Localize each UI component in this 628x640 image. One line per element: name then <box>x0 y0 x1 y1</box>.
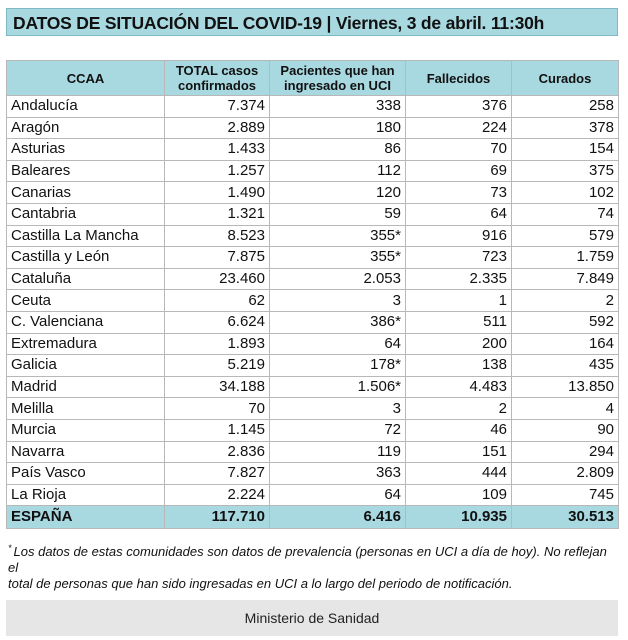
cell-uci: 338 <box>270 96 406 118</box>
cell-fallecidos: 109 <box>406 484 512 506</box>
cell-total: 2.836 <box>165 441 270 463</box>
table-row <box>7 333 619 355</box>
cell-uci: 180 <box>270 117 406 139</box>
cell-total: 1.893 <box>165 333 270 355</box>
cell-curados: 1.759 <box>512 247 619 269</box>
cell-ccaa: Melilla <box>7 398 165 420</box>
cell-curados: 592 <box>512 311 619 333</box>
cell-total: 70 <box>165 398 270 420</box>
cell-total: 1.490 <box>165 182 270 204</box>
cell-fallecidos: 376 <box>406 96 512 118</box>
table-row <box>7 96 619 118</box>
table-row <box>7 182 619 204</box>
table-row <box>7 376 619 398</box>
cell-uci: 363 <box>270 463 406 485</box>
cell-total: 1.321 <box>165 203 270 225</box>
cell-fallecidos: 2.335 <box>406 268 512 290</box>
covid-data-table <box>6 60 619 529</box>
cell-curados: 435 <box>512 355 619 377</box>
cell-total: 6.624 <box>165 311 270 333</box>
table-header-row <box>7 61 619 96</box>
cell-curados: 294 <box>512 441 619 463</box>
cell-ccaa: Extremadura <box>7 333 165 355</box>
cell-curados: 258 <box>512 96 619 118</box>
cell-fallecidos: 151 <box>406 441 512 463</box>
cell-uci: 59 <box>270 203 406 225</box>
table-row <box>7 247 619 269</box>
cell-ccaa: Aragón <box>7 117 165 139</box>
cell-ccaa: Castilla y León <box>7 247 165 269</box>
cell-curados: 4 <box>512 398 619 420</box>
header-fallecidos: Fallecidos <box>406 61 512 96</box>
table-row <box>7 463 619 485</box>
cell-fallecidos: 138 <box>406 355 512 377</box>
cell-ccaa: Madrid <box>7 376 165 398</box>
cell-fallecidos: 73 <box>406 182 512 204</box>
cell-uci: 355* <box>270 247 406 269</box>
cell-ccaa: Cataluña <box>7 268 165 290</box>
table-row <box>7 398 619 420</box>
table-row <box>7 225 619 247</box>
cell-uci: 72 <box>270 419 406 441</box>
header-ccaa: CCAA <box>7 61 165 96</box>
footnote-marker: * <box>8 543 12 553</box>
table-row <box>7 117 619 139</box>
cell-ccaa: Ceuta <box>7 290 165 312</box>
cell-uci: 112 <box>270 160 406 182</box>
footnote-line-1: Los datos de estas comunidades son datos de prevalencia (personas en UCI a día de hoy). No reflejan el <box>8 544 607 575</box>
cell-fallecidos: 46 <box>406 419 512 441</box>
cell-fallecidos: 916 <box>406 225 512 247</box>
cell-total: 2.224 <box>165 484 270 506</box>
cell-ccaa: Galicia <box>7 355 165 377</box>
cell-total: 1.433 <box>165 139 270 161</box>
totals-fallecidos: 10.935 <box>406 506 512 529</box>
cell-ccaa: Canarias <box>7 182 165 204</box>
cell-fallecidos: 4.483 <box>406 376 512 398</box>
cell-total: 1.257 <box>165 160 270 182</box>
cell-ccaa: Baleares <box>7 160 165 182</box>
cell-fallecidos: 64 <box>406 203 512 225</box>
cell-fallecidos: 444 <box>406 463 512 485</box>
cell-fallecidos: 70 <box>406 139 512 161</box>
cell-uci: 64 <box>270 333 406 355</box>
cell-total: 62 <box>165 290 270 312</box>
cell-uci: 386* <box>270 311 406 333</box>
footnote-line-2: total de personas que han sido ingresadas en UCI a lo largo del periodo de notificación. <box>8 576 513 591</box>
cell-curados: 378 <box>512 117 619 139</box>
cell-total: 5.219 <box>165 355 270 377</box>
totals-uci: 6.416 <box>270 506 406 529</box>
cell-ccaa: Andalucía <box>7 96 165 118</box>
table-row <box>7 268 619 290</box>
cell-curados: 13.850 <box>512 376 619 398</box>
cell-curados: 164 <box>512 333 619 355</box>
cell-curados: 154 <box>512 139 619 161</box>
cell-total: 1.145 <box>165 419 270 441</box>
cell-total: 7.374 <box>165 96 270 118</box>
header-curados: Curados <box>512 61 619 96</box>
source-footer: Ministerio de Sanidad <box>6 600 618 636</box>
cell-uci: 120 <box>270 182 406 204</box>
table-row <box>7 441 619 463</box>
cell-total: 8.523 <box>165 225 270 247</box>
table-row <box>7 139 619 161</box>
cell-fallecidos: 69 <box>406 160 512 182</box>
cell-ccaa: C. Valenciana <box>7 311 165 333</box>
footnote <box>8 540 618 592</box>
table-row <box>7 290 619 312</box>
cell-curados: 745 <box>512 484 619 506</box>
cell-uci: 3 <box>270 398 406 420</box>
table-row <box>7 419 619 441</box>
cell-curados: 74 <box>512 203 619 225</box>
cell-uci: 119 <box>270 441 406 463</box>
cell-fallecidos: 1 <box>406 290 512 312</box>
table-row <box>7 355 619 377</box>
cell-ccaa: Murcia <box>7 419 165 441</box>
cell-curados: 7.849 <box>512 268 619 290</box>
cell-uci: 2.053 <box>270 268 406 290</box>
cell-total: 2.889 <box>165 117 270 139</box>
header-total: TOTAL casos confirmados <box>165 61 270 96</box>
cell-uci: 64 <box>270 484 406 506</box>
cell-total: 7.875 <box>165 247 270 269</box>
cell-ccaa: País Vasco <box>7 463 165 485</box>
cell-ccaa: Castilla La Mancha <box>7 225 165 247</box>
cell-fallecidos: 224 <box>406 117 512 139</box>
totals-name: ESPAÑA <box>7 506 165 529</box>
cell-fallecidos: 723 <box>406 247 512 269</box>
cell-total: 7.827 <box>165 463 270 485</box>
table-title: DATOS DE SITUACIÓN DEL COVID-19 | Viernes, 3 de abril. 11:30h <box>6 8 618 36</box>
table-row <box>7 311 619 333</box>
totals-curados: 30.513 <box>512 506 619 529</box>
cell-fallecidos: 2 <box>406 398 512 420</box>
cell-ccaa: Asturias <box>7 139 165 161</box>
cell-curados: 102 <box>512 182 619 204</box>
cell-ccaa: La Rioja <box>7 484 165 506</box>
cell-total: 23.460 <box>165 268 270 290</box>
cell-ccaa: Cantabria <box>7 203 165 225</box>
cell-total: 34.188 <box>165 376 270 398</box>
cell-fallecidos: 511 <box>406 311 512 333</box>
totals-total: 117.710 <box>165 506 270 529</box>
cell-uci: 355* <box>270 225 406 247</box>
table-row <box>7 160 619 182</box>
cell-curados: 2 <box>512 290 619 312</box>
cell-curados: 90 <box>512 419 619 441</box>
cell-curados: 579 <box>512 225 619 247</box>
table-row <box>7 203 619 225</box>
cell-curados: 2.809 <box>512 463 619 485</box>
cell-uci: 178* <box>270 355 406 377</box>
header-uci: Pacientes que han ingresado en UCI <box>270 61 406 96</box>
totals-row <box>7 506 619 529</box>
cell-fallecidos: 200 <box>406 333 512 355</box>
table-row <box>7 484 619 506</box>
cell-uci: 3 <box>270 290 406 312</box>
cell-uci: 86 <box>270 139 406 161</box>
cell-uci: 1.506* <box>270 376 406 398</box>
cell-curados: 375 <box>512 160 619 182</box>
cell-ccaa: Navarra <box>7 441 165 463</box>
